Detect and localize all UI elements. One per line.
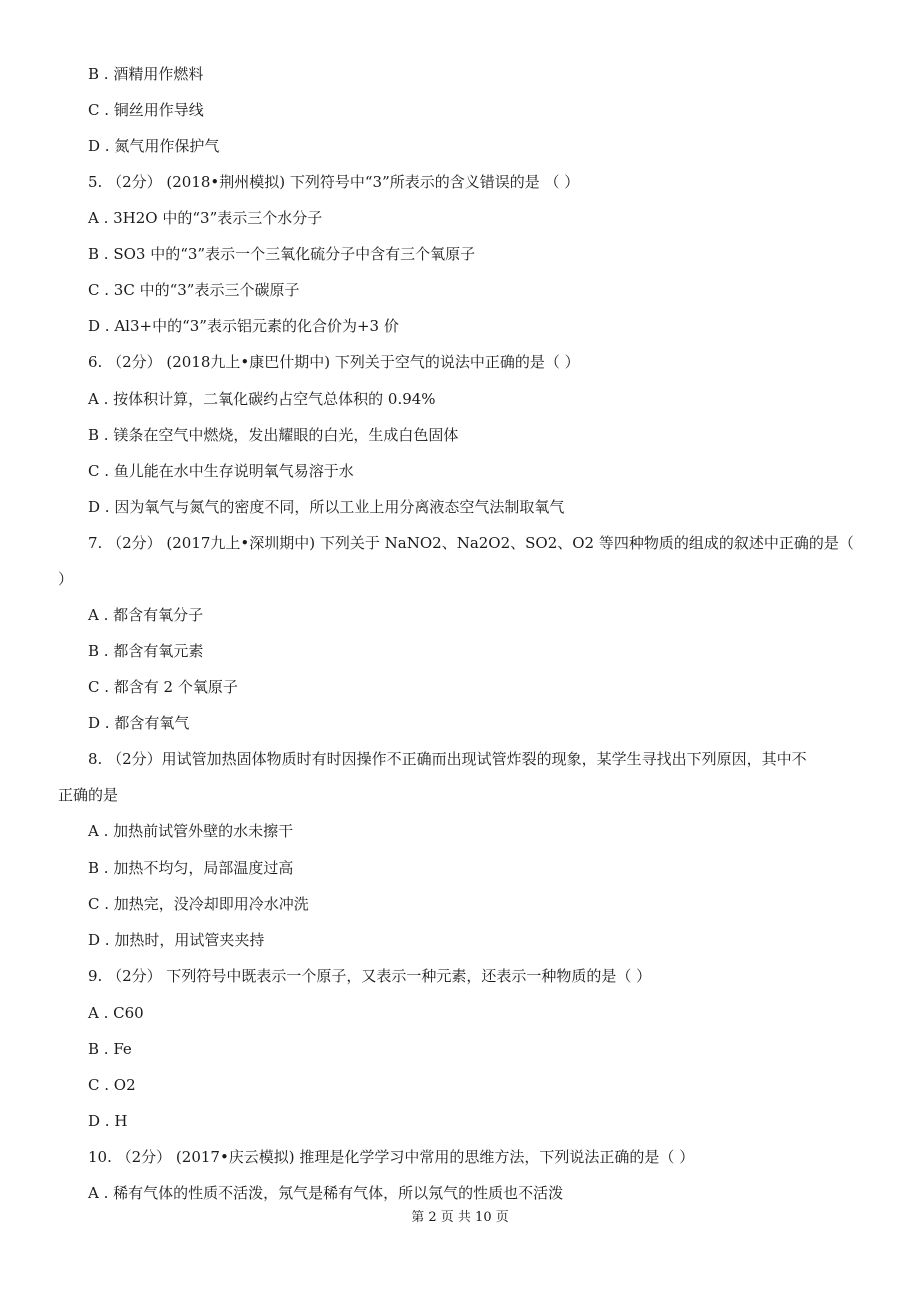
q10-option-a: A . 稀有气体的性质不活泼，氖气是稀有气体，所以氖气的性质也不活泼 <box>88 1184 564 1202</box>
question-5-stem: 5. （2分） (2018•荆州模拟) 下列符号中“3”所表示的含义错误的是 （ ） <box>88 173 580 191</box>
q9-option-c: C . O2 <box>88 1076 136 1094</box>
q5-option-a: A . 3H2O 中的“3”表示三个水分子 <box>88 209 323 227</box>
q9-option-a: A . C60 <box>88 1004 144 1022</box>
question-8-stem: 8. （2分）用试管加热固体物质时有时因操作不正确而出现试管炸裂的现象，某学生寻找出下列原因，其中不 <box>88 750 807 768</box>
q6-option-c: C . 鱼儿能在水中生存说明氧气易溶于水 <box>88 462 354 480</box>
q7-option-d: D . 都含有氧气 <box>88 714 190 732</box>
q5-option-c: C . 3C 中的“3”表示三个碳原子 <box>88 281 300 299</box>
q8-option-b: B . 加热不均匀，局部温度过高 <box>88 859 294 877</box>
q4-option-b: B . 酒精用作燃料 <box>88 65 204 83</box>
q6-option-b: B . 镁条在空气中燃烧，发出耀眼的白光，生成白色固体 <box>88 426 459 444</box>
q5-option-d: D . Al3+中的“3”表示铝元素的化合价为+3 价 <box>88 317 399 335</box>
q7-option-a: A . 都含有氧分子 <box>88 606 204 624</box>
q9-option-d: D . H <box>88 1112 128 1130</box>
q6-option-d: D . 因为氧气与氮气的密度不同，所以工业上用分离液态空气法制取氧气 <box>88 498 565 516</box>
q4-option-c: C . 铜丝用作导线 <box>88 101 204 119</box>
page-footer: 第 2 页 共 10 页 <box>411 1210 509 1225</box>
question-10-stem: 10. （2分） (2017•庆云模拟) 推理是化学学习中常用的思维方法，下列说法正确的是（ ） <box>88 1148 695 1166</box>
q8-option-a: A . 加热前试管外壁的水未擦干 <box>88 822 294 840</box>
q8-option-c: C . 加热完，没冷却即用冷水冲洗 <box>88 895 309 913</box>
q7-option-c: C . 都含有 2 个氧原子 <box>88 678 238 696</box>
q5-option-b: B . SO3 中的“3”表示一个三氧化硫分子中含有三个氧原子 <box>88 245 476 263</box>
question-7-stem: 7. （2分） (2017九上•深圳期中) 下列关于 NaNO2、Na2O2、SO2、O2 等四种物质的组成的叙述中正确的是（ <box>88 534 854 552</box>
question-8-stem-continued: 正确的是 <box>58 786 119 804</box>
q8-option-d: D . 加热时，用试管夹夹持 <box>88 931 265 949</box>
question-9-stem: 9. （2分） 下列符号中既表示一个原子，又表示一种元素，还表示一种物质的是（ ） <box>88 967 652 985</box>
question-6-stem: 6. （2分） (2018九上•康巴什期中) 下列关于空气的说法中正确的是（ ） <box>88 353 580 371</box>
question-7-stem-continued: ） <box>58 570 74 588</box>
q7-option-b: B . 都含有氧元素 <box>88 642 204 660</box>
q6-option-a: A . 按体积计算，二氧化碳约占空气总体积的 0.94% <box>88 390 436 408</box>
q9-option-b: B . Fe <box>88 1040 132 1058</box>
q4-option-d: D . 氮气用作保护气 <box>88 137 220 155</box>
